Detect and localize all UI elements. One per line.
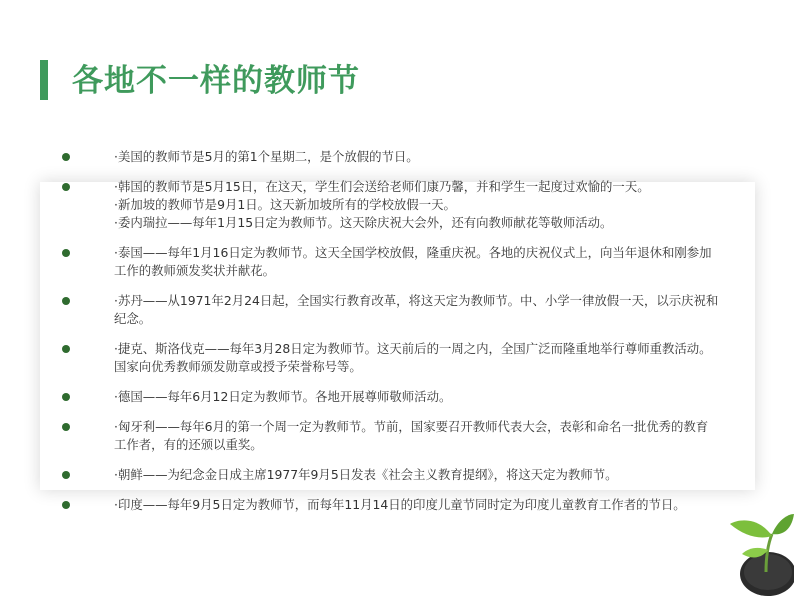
bullet-list xyxy=(62,148,752,526)
list-item xyxy=(62,496,752,514)
list-item xyxy=(62,178,752,232)
plant-sprout-icon xyxy=(722,500,794,596)
list-item-text: ·苏丹——从1971年2月24日起，全国实行教育改革，将这天定为教师节。中、小学一律放假一天，以示庆祝和 xyxy=(114,293,719,308)
list-item-text: ·泰国——每年1月16日定为教师节。这天全国学校放假，隆重庆祝。各地的庆祝仪式上，向当年退休和刚参加 xyxy=(114,245,712,260)
list-item-text: 工作者，有的还颁以重奖。 xyxy=(114,437,263,452)
bullet-dot xyxy=(62,249,70,257)
list-item xyxy=(62,340,752,376)
list-item xyxy=(62,292,752,328)
bullet-dot xyxy=(62,501,70,509)
bullet-dot xyxy=(62,393,70,401)
list-item-text: ·印度——每年9月5日定为教师节，而每年11月14日的印度儿童节同时定为印度儿童教育工作者的节日。 xyxy=(114,497,686,512)
list-item-text: 工作的教师颁发奖状并献花。 xyxy=(114,263,276,278)
list-item xyxy=(62,418,752,454)
bullet-dot xyxy=(62,153,70,161)
list-item xyxy=(62,148,752,166)
list-item xyxy=(62,388,752,406)
list-item-text: ·委内瑞拉——每年1月15日定为教师节。这天除庆祝大会外，还有向教师献花等敬师活动。 xyxy=(114,215,613,230)
list-item-text: 国家向优秀教师颁发勋章或授予荣誉称号等。 xyxy=(114,359,362,374)
list-item-text: ·韩国的教师节是5月15日，在这天，学生们会送给老师们康乃馨，并和学生一起度过欢愉的一天。 xyxy=(114,179,650,194)
bullet-dot xyxy=(62,471,70,479)
list-item-text: ·匈牙利——每年6月的第一个周一定为教师节。节前，国家要召开教师代表大会，表彰和命名一批优秀的教育 xyxy=(114,419,709,434)
title-accent-bar xyxy=(40,60,48,100)
list-item-text: ·美国的教师节是5月的第1个星期二，是个放假的节日。 xyxy=(114,149,419,164)
bullet-dot xyxy=(62,345,70,353)
bullet-dot xyxy=(62,423,70,431)
list-item-text: ·新加坡的教师节是9月1日。这天新加坡所有的学校放假一天。 xyxy=(114,197,456,212)
list-item-text: ·德国——每年6月12日定为教师节。各地开展尊师敬师活动。 xyxy=(114,389,452,404)
list-item-text: 纪念。 xyxy=(114,311,152,326)
list-item-text: ·朝鲜——为纪念金日成主席1977年9月5日发表《社会主义教育提纲》，将这天定为教师节。 xyxy=(114,467,618,482)
list-item xyxy=(62,466,752,484)
bullet-dot xyxy=(62,183,70,191)
list-item xyxy=(62,244,752,280)
page-title: 各地不一样的教师节 xyxy=(72,63,360,99)
bullet-dot xyxy=(62,297,70,305)
list-item-text: ·捷克、斯洛伐克——每年3月28日定为教师节。这天前后的一周之内，全国广泛而隆重地举行尊师重教活动。 xyxy=(114,341,712,356)
